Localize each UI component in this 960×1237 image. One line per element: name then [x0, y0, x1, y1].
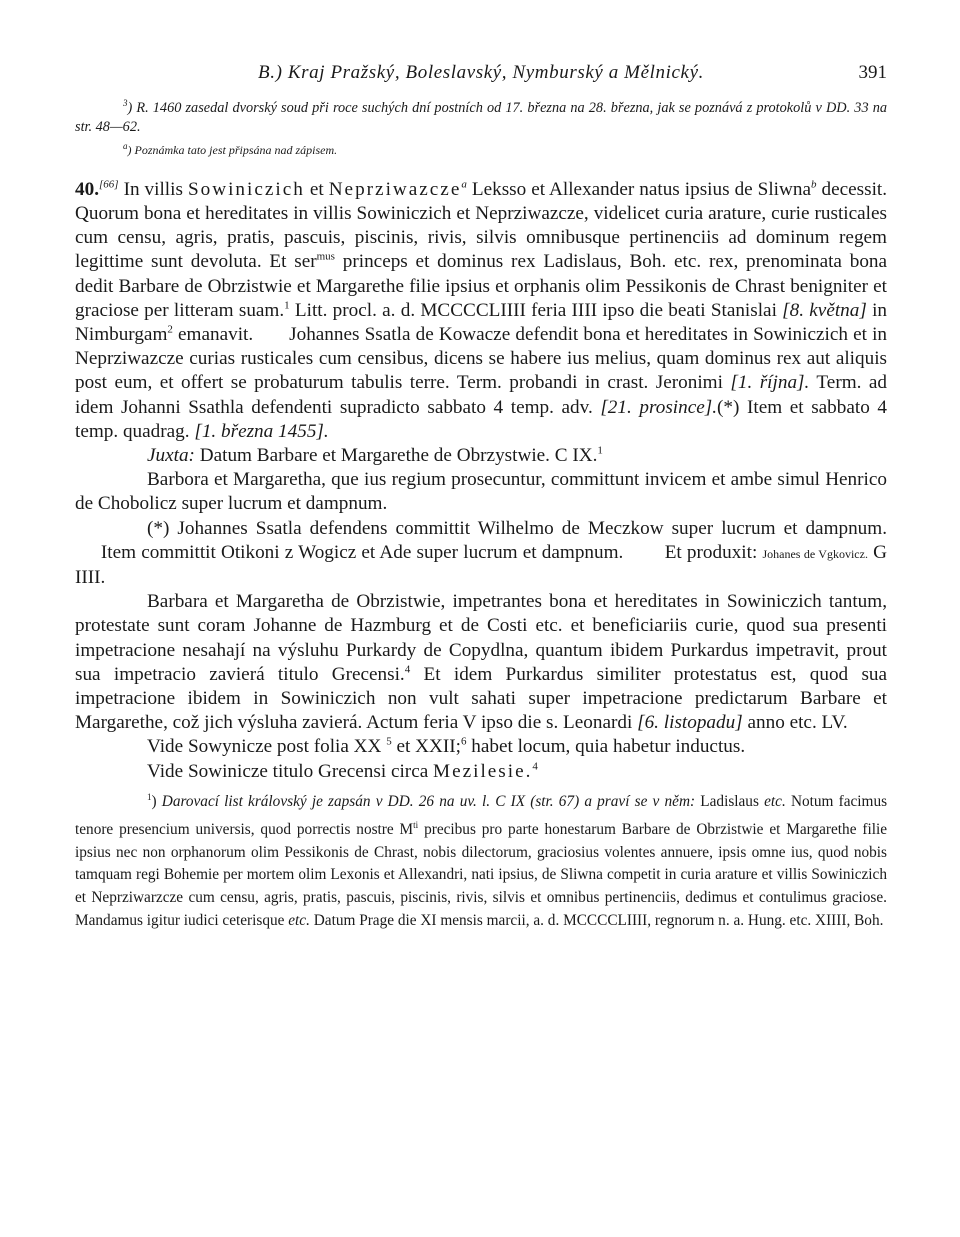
footnote-ref: 5 — [386, 736, 392, 749]
paragraph: Vide Sowynicze post folia XX $^5$ et XXII;$^6$ habet locum, quia habetur inductus. — [147, 736, 746, 758]
document-page — [75, 60, 887, 933]
juxta-paragraph: Juxta: Datum Barbare et Margarethe de Obrzystwie. C IX.$^1$ — [147, 444, 603, 466]
folio-mark: [66] — [98, 178, 119, 191]
date-annotation: [21. prosince]. — [600, 396, 718, 418]
paragraph: Barbora et Margaretha, que ius regium prosecuntur, committunt invicem et ambe simul Henrico de Chobolicz super lucrum et dampnum. — [75, 469, 887, 515]
footnote-ref: 4 — [404, 663, 411, 676]
date-annotation: [1. října]. — [730, 372, 810, 394]
footnote-3: $^3$) R. 1460 zasedal dvorský soud při roce suchých dní postních od 17. března na 28. března, jak se poznává z protokolů v DD. 33 na str. 48—62. — [75, 98, 887, 135]
page-number: 391 — [858, 62, 887, 83]
footnote-ref: 6 — [460, 736, 467, 749]
paragraph: (*) Johannes Ssatla defendens committit Wilhelmo de Meczkow super lucrum et dampnum. Item committit Otikoni z Wogicz et Ade super lucrum et dampnum. Et produxit: Johanes de Vgkovicz. G IIII. — [75, 517, 887, 589]
superscript: ti — [413, 819, 419, 830]
footnote-text: Poznámka tato jest připsána nad zápisem. — [134, 142, 338, 157]
footnote-ref: 1 — [284, 299, 290, 312]
place-name: Neprziwazcze — [328, 178, 462, 200]
entry-number: 40.[66] — [75, 178, 119, 200]
entry-paragraph: 40.[66] In villis Sowiniczich et Neprziwazcze$^a$ Leksso et Allexander natus ipsius de Sliwna$^b$ decessit. Quorum bona et hereditates in villis Sowiniczich et Neprziwazcze, videlicet curia arature, curie rusticales cum censu, agris, pratis, pascuis, piscinis, rivis, silvis omnibusque pertinenciis ad dominum regem legittime sunt devoluta. Et ser$^{mus}$ princeps et dominus rex Ladislaus, Boh. etc. rex, prenominata bona dedit Barbare de Obrzistwie et Margarethe filie ipsius et orphanis olim Pessikonis de Chrast benigniter et graciose per litteram suam.$^1$ Litt. procl. a. d. MCCCCLIIII feria IIII ipso die beati Stanislai [8. května] in Nimburgam$^2$ emanavit. Johannes Ssatla de Kowacze defendit bona et hereditates in Sowiniczich et in Neprziwazcze curias rusticales cum censibus, dicens se habere ius melius, quam dominus rex aut aliquis post eum, et offert se probaturum tabulis terre. Term. probandi in crast. Jeronimi [1. října]. Term. ad idem Johanni Ssathla defendenti supradicto sabbato 4 temp. adv. [21. prosince].(*) Item et sabbato 4 temp. quadrag. [1. března 1455]. — [75, 178, 888, 442]
page-header — [75, 60, 887, 94]
place-name: Mezilesie. — [433, 760, 533, 782]
footnote-ref: 1 — [597, 444, 603, 457]
juxta-label: Juxta: — [147, 445, 195, 466]
paragraph: Barbara et Margaretha de Obrzistwie, impetrantes bona et hereditates in Sowiniczich tantum, protestate sunt coram Johanne de Hazmburg et de Costi etc. et beneficiariis curie, quod sua presenti impetracione nesahají na výsluhu Purkardy de Copydlna, quantum ibidem Purkardus impetravit, prout sua impetracio zavierá titulo Grecensi.$^4$ Et idem Purkardus similiter protestatus est, quod sua impetracione ibidem in Sowiniczich non vult sahati super impetracione predictarum Barbare et Margarethe, což jich výsluha zavierá. Actum feria V ipso die s. Leonardi [6. listopadu] anno etc. LV. — [75, 591, 888, 734]
note-mark: a — [461, 178, 467, 191]
bottom-footnote — [75, 786, 887, 933]
footnote-ref: 4 — [532, 760, 538, 773]
small-inline-text: Johanes de Vgkovicz. — [762, 546, 868, 561]
footnote-1: $^1$) Darovací list královský je zapsán v DD. 26 na uv. l. C IX (str. 67) a praví se v něm: Ladislaus etc. Notum facimus tenore presencium universis, quod porrectis nostre $M^{ti}$ precibus pro parte honestarum Barbare de Obrzistwie et Margarethe filie ipsius nec non orphanorum olim Pessikonis de Chrast, nobis dilectorum, graciosius volentes annuere, ipsis omne ius, quod nobis tamquam regi Bohemie per mortem olim Lexonis et Allexandri, nati ipsius, de Sliwna competit in curia arature et villis Sowiniczich et Neprziwarzcze cum censu, agris, pratis, pascuis, piscinis, rivis, silvis et omnibus pertinenciis, dedimus et contulimus graciose. Mandamus igitur iudici ceterisque etc. Datum Prage die XI mensis marcii, a. d. MCCCCLIIII, regnorum n. a. Hung. etc. XIIII, Boh. — [75, 791, 888, 930]
note-mark: b — [810, 178, 817, 191]
paragraph: Vide Sowinicze titulo Grecensi circa Mezilesie.$^4$ — [147, 760, 538, 782]
top-footnotes — [75, 94, 887, 160]
place-name: Sowiniczich — [187, 178, 305, 200]
date-annotation: [8. května] — [782, 299, 867, 321]
superscript: mus — [316, 250, 335, 263]
footnote-marker: a — [123, 140, 128, 151]
main-text — [75, 178, 887, 784]
running-title: B.) Kraj Pražský, Boleslavský, Nymburský a Mělnický. — [258, 62, 704, 83]
footnote-marker: 3 — [123, 98, 128, 108]
footnote-ref: 2 — [167, 323, 173, 336]
date-annotation: [1. března 1455]. — [194, 420, 329, 442]
footnote-marker: 1 — [147, 791, 152, 802]
footnote-a: $^a$) Poznámka tato jest připsána nad zápisem. — [123, 140, 338, 157]
footnote-text: R. 1460 zasedal dvorský soud při roce suchých dní postních od 17. března na 28. března, jak se poznává z protokolů v DD. 33 na str. 48—62. — [75, 99, 887, 135]
date-annotation: [6. listopadu] — [637, 712, 743, 734]
